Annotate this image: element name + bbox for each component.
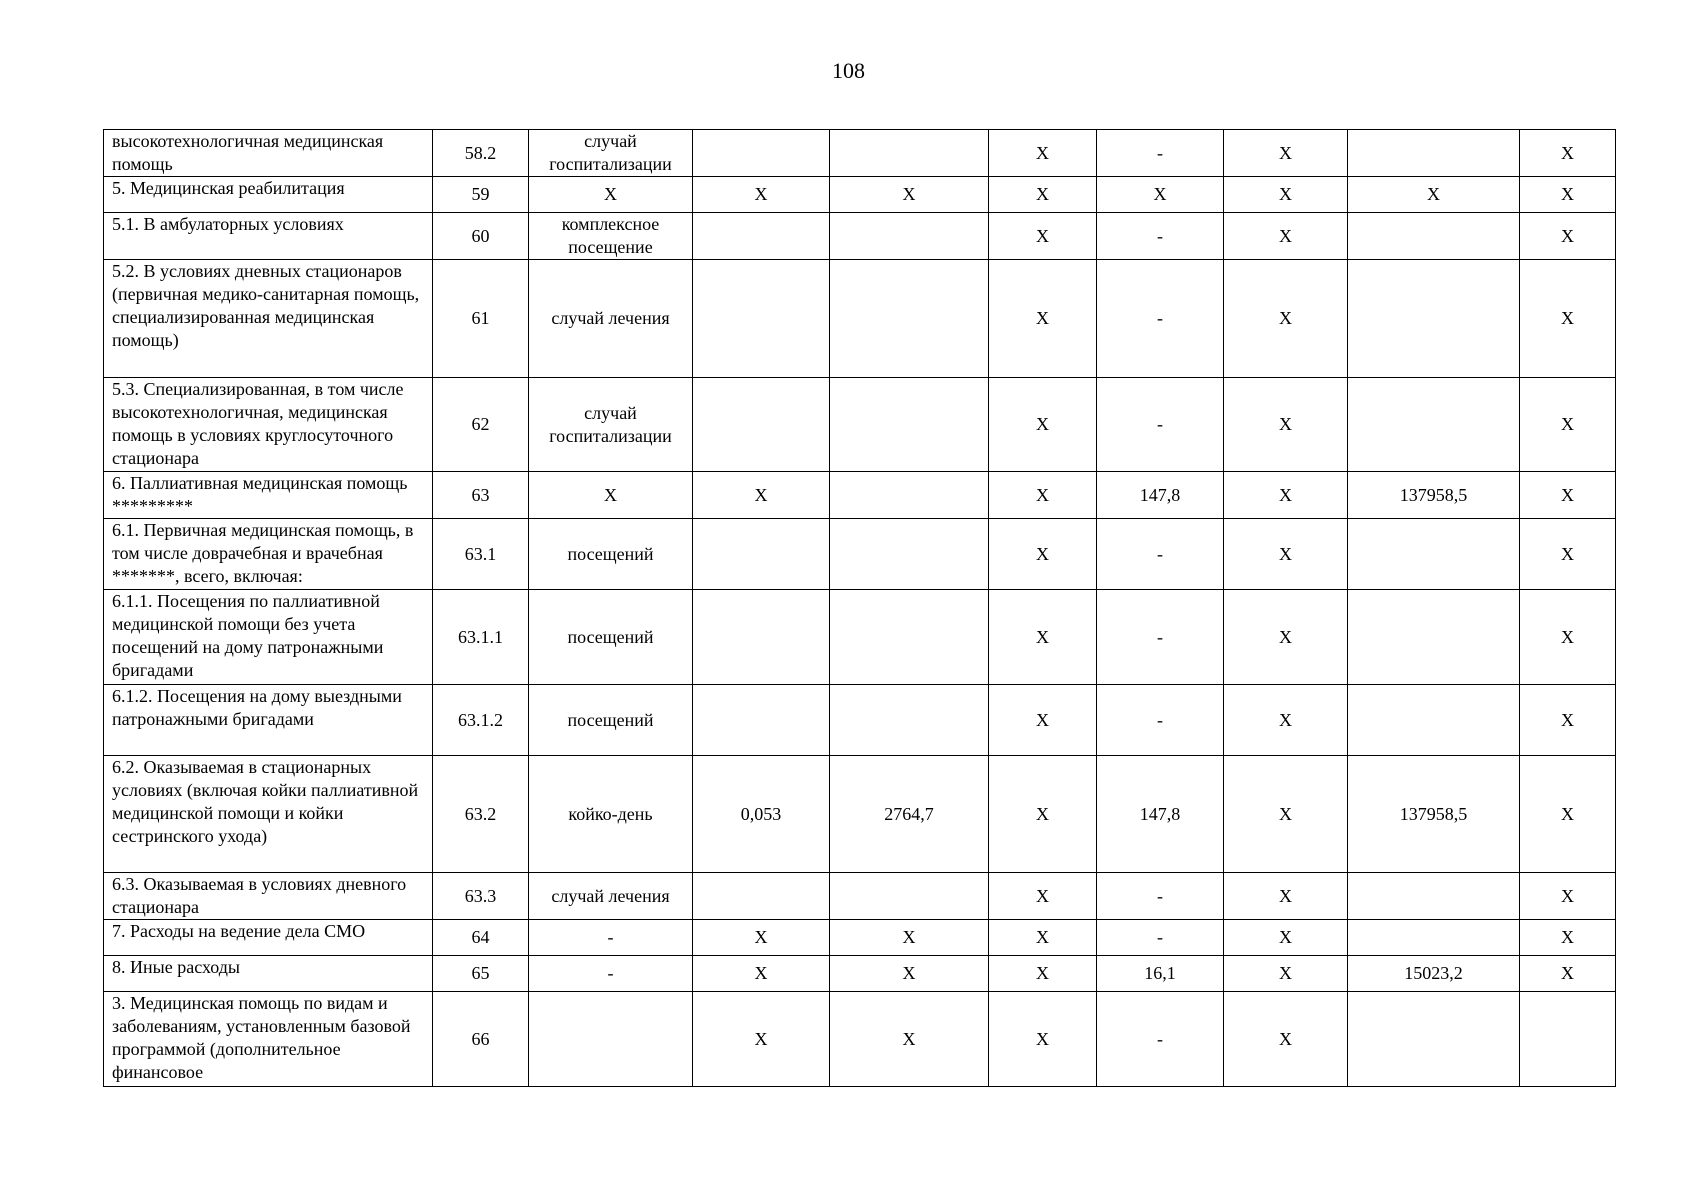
cell-text: - — [1157, 709, 1163, 730]
cell-text: X — [604, 184, 617, 204]
col10-cell — [1520, 956, 1616, 992]
col7-cell — [1097, 130, 1224, 177]
cell-text: X — [1561, 184, 1574, 204]
col9-cell — [1348, 378, 1520, 472]
unit-cell — [529, 956, 693, 992]
col6-cell — [989, 590, 1097, 685]
row-name-cell — [104, 130, 433, 177]
cell-text: 5.2. В условиях дневных стационаров (первичная медико-санитарная помощь, специализированная медицинская помощь) — [112, 261, 420, 350]
col6-cell — [989, 260, 1097, 378]
data-table — [103, 129, 1616, 1087]
cell-text: X — [1279, 484, 1292, 505]
row-number-cell — [433, 956, 529, 992]
cell-text: X — [1279, 308, 1292, 328]
cell-text: 63.1.1 — [458, 626, 503, 647]
col8-cell — [1224, 920, 1348, 956]
norm-volume-cell — [693, 519, 830, 590]
row-name-cell — [104, 590, 433, 685]
page-number: 108 — [832, 58, 865, 83]
norm-volume-cell — [693, 685, 830, 756]
table-row — [104, 590, 1616, 685]
unit-cell — [529, 992, 693, 1087]
cell-text: X — [1279, 709, 1292, 730]
norm-cost-cell — [830, 378, 989, 472]
cell-text: 15023,2 — [1404, 963, 1463, 983]
norm-cost-cell — [830, 130, 989, 177]
norm-volume-cell — [693, 213, 830, 260]
norm-cost-cell — [830, 177, 989, 213]
cell-text: X — [1036, 484, 1049, 505]
norm-volume-cell — [693, 992, 830, 1087]
norm-cost-cell — [830, 213, 989, 260]
col8-cell — [1224, 590, 1348, 685]
cell-text: 8. Иные расходы — [112, 957, 241, 977]
cell-text: 66 — [471, 1028, 490, 1049]
norm-cost-cell — [830, 956, 989, 992]
col10-cell — [1520, 177, 1616, 213]
norm-volume-cell — [693, 956, 830, 992]
row-name-cell — [104, 920, 433, 956]
row-number-cell — [433, 472, 529, 519]
cell-text: X — [1279, 927, 1292, 947]
row-number-cell — [433, 378, 529, 472]
cell-text: X — [1561, 927, 1574, 947]
cell-text: X — [1036, 308, 1049, 328]
norm-cost-cell — [830, 756, 989, 873]
table-row — [104, 130, 1616, 177]
col10-cell — [1520, 590, 1616, 685]
col8-cell — [1224, 519, 1348, 590]
cell-text: X — [1279, 885, 1292, 906]
cell-text: X — [1036, 803, 1049, 824]
row-name-cell — [104, 685, 433, 756]
cell-text: 0,053 — [740, 803, 782, 824]
cell-text: X — [1561, 414, 1574, 434]
cell-text: X — [1153, 184, 1167, 204]
table-body — [104, 130, 1616, 1087]
cell-text: X — [1036, 927, 1049, 947]
col9-cell — [1348, 213, 1520, 260]
col7-cell — [1097, 756, 1224, 873]
norm-volume-cell — [693, 177, 830, 213]
row-number-cell — [433, 519, 529, 590]
cell-text: - — [1157, 225, 1163, 246]
col10-cell — [1520, 873, 1616, 920]
cell-text: X — [1561, 225, 1574, 246]
cell-text: X — [1279, 142, 1292, 163]
unit-cell — [529, 213, 693, 260]
cell-text: X — [1561, 543, 1574, 564]
cell-text: X — [1036, 225, 1049, 246]
cell-text: 3. Медицинская помощь по видам и заболеваниям, установленным базовой программой (дополнительное финансовое — [112, 993, 411, 1082]
col8-cell — [1224, 130, 1348, 177]
cell-text: X — [1279, 626, 1292, 647]
cell-text: 6.2. Оказываемая в стационарных условиях (включая койки паллиативной медицинской помощи и койки сестринского ухода) — [112, 757, 419, 846]
row-number-cell — [433, 873, 529, 920]
cell-text: X — [754, 184, 768, 204]
row-name-cell — [104, 992, 433, 1087]
col10-cell — [1520, 920, 1616, 956]
col7-cell — [1097, 685, 1224, 756]
row-number-cell — [433, 260, 529, 378]
cell-text: X — [902, 927, 916, 947]
cell-text: X — [1561, 308, 1574, 328]
col8-cell — [1224, 992, 1348, 1087]
norm-cost-cell — [830, 590, 989, 685]
cell-text: посещений — [567, 709, 654, 730]
col7-cell — [1097, 177, 1224, 213]
col6-cell — [989, 685, 1097, 756]
row-number-cell — [433, 920, 529, 956]
unit-cell — [529, 378, 693, 472]
norm-volume-cell — [693, 472, 830, 519]
unit-cell — [529, 756, 693, 873]
row-number-cell — [433, 130, 529, 177]
cell-text: X — [1279, 184, 1292, 204]
cell-text: 5. Медицинская реабилитация — [112, 178, 345, 198]
cell-text: X — [1036, 414, 1049, 434]
table-row — [104, 685, 1616, 756]
unit-cell — [529, 519, 693, 590]
row-name-cell — [104, 378, 433, 472]
cell-text: случай лечения — [551, 308, 670, 328]
norm-cost-cell — [830, 260, 989, 378]
cell-text: - — [1157, 142, 1163, 163]
cell-text: X — [754, 484, 768, 505]
col9-cell — [1348, 956, 1520, 992]
cell-text: 2764,7 — [884, 803, 934, 824]
cell-text: X — [1561, 626, 1574, 647]
unit-cell — [529, 260, 693, 378]
cell-text: - — [1157, 543, 1163, 564]
norm-volume-cell — [693, 130, 830, 177]
cell-text: 65 — [471, 963, 490, 983]
cell-text: 147,8 — [1139, 484, 1181, 505]
cell-text: комплексное посещение — [561, 214, 660, 257]
col6-cell — [989, 956, 1097, 992]
cell-text: случай госпитализации — [549, 402, 672, 446]
cell-text: 16,1 — [1144, 963, 1176, 983]
col9-cell — [1348, 177, 1520, 213]
col6-cell — [989, 130, 1097, 177]
row-name-cell — [104, 519, 433, 590]
norm-cost-cell — [830, 920, 989, 956]
col10-cell — [1520, 756, 1616, 873]
col6-cell — [989, 472, 1097, 519]
cell-text: X — [1036, 1028, 1049, 1049]
cell-text: X — [1427, 184, 1440, 204]
col7-cell — [1097, 920, 1224, 956]
cell-text: 63.1 — [464, 543, 497, 564]
cell-text: 6.3. Оказываемая в условиях дневного стационара — [112, 874, 407, 917]
table-row — [104, 472, 1616, 519]
cell-text: X — [1561, 963, 1574, 983]
cell-text: 6.1.1. Посещения по паллиативной медицинской помощи без учета посещений на дому патронажными бригадами — [112, 591, 384, 680]
cell-text: 6.1. Первичная медицинская помощь, в том числе доврачебная и врачебная *******, всего, включая: — [112, 520, 414, 586]
cell-text: X — [1279, 1028, 1292, 1049]
cell-text: 63.1.2 — [458, 709, 503, 730]
col10-cell — [1520, 213, 1616, 260]
cell-text: X — [1561, 709, 1574, 730]
cell-text: посещений — [567, 626, 654, 647]
col7-cell — [1097, 519, 1224, 590]
table-row — [104, 956, 1616, 992]
cell-text: 137958,5 — [1399, 803, 1468, 824]
col8-cell — [1224, 177, 1348, 213]
cell-text: - — [607, 927, 614, 947]
cell-text: X — [1561, 142, 1574, 163]
cell-text: X — [604, 484, 617, 505]
col6-cell — [989, 519, 1097, 590]
col8-cell — [1224, 756, 1348, 873]
table-row — [104, 992, 1616, 1087]
col9-cell — [1348, 685, 1520, 756]
cell-text: X — [1561, 484, 1574, 505]
row-number-cell — [433, 177, 529, 213]
cell-text: X — [754, 963, 768, 983]
col10-cell — [1520, 519, 1616, 590]
cell-text: 5.1. В амбулаторных условиях — [112, 214, 344, 234]
col9-cell — [1348, 130, 1520, 177]
unit-cell — [529, 920, 693, 956]
col8-cell — [1224, 873, 1348, 920]
cell-text: - — [1157, 927, 1163, 947]
row-number-cell — [433, 992, 529, 1087]
row-name-cell — [104, 472, 433, 519]
cell-text: посещений — [567, 543, 654, 564]
cell-text: X — [1036, 885, 1049, 906]
unit-cell — [529, 590, 693, 685]
row-number-cell — [433, 213, 529, 260]
col8-cell — [1224, 472, 1348, 519]
cell-text: 137958,5 — [1399, 484, 1468, 505]
col6-cell — [989, 213, 1097, 260]
cell-text: X — [754, 927, 768, 947]
cell-text: 61 — [471, 308, 490, 328]
col9-cell — [1348, 472, 1520, 519]
col7-cell — [1097, 472, 1224, 519]
table-row — [104, 378, 1616, 472]
table-row — [104, 260, 1616, 378]
norm-volume-cell — [693, 920, 830, 956]
norm-cost-cell — [830, 519, 989, 590]
cell-text: 60 — [471, 225, 490, 246]
cell-text: X — [1036, 709, 1049, 730]
cell-text: случай госпитализации — [549, 131, 672, 174]
row-number-cell — [433, 590, 529, 685]
unit-cell — [529, 177, 693, 213]
cell-text: X — [1279, 543, 1292, 564]
cell-text: - — [1157, 308, 1163, 328]
cell-text: X — [1036, 184, 1049, 204]
col7-cell — [1097, 992, 1224, 1087]
row-name-cell — [104, 956, 433, 992]
col8-cell — [1224, 956, 1348, 992]
cell-text: 6.1.2. Посещения на дому выездными патронажными бригадами — [112, 686, 402, 729]
cell-text: X — [1279, 803, 1292, 824]
table-row — [104, 519, 1616, 590]
cell-text: X — [1036, 543, 1049, 564]
col9-cell — [1348, 590, 1520, 685]
col8-cell — [1224, 685, 1348, 756]
cell-text: X — [1279, 963, 1292, 983]
col6-cell — [989, 992, 1097, 1087]
row-name-cell — [104, 873, 433, 920]
col7-cell — [1097, 956, 1224, 992]
cell-text: X — [1279, 225, 1292, 246]
unit-cell — [529, 873, 693, 920]
cell-text: 63.2 — [464, 803, 497, 824]
cell-text: - — [1157, 885, 1163, 906]
col6-cell — [989, 756, 1097, 873]
col9-cell — [1348, 756, 1520, 873]
cell-text: X — [1561, 803, 1574, 824]
table-row — [104, 177, 1616, 213]
norm-volume-cell — [693, 756, 830, 873]
col9-cell — [1348, 992, 1520, 1087]
col6-cell — [989, 920, 1097, 956]
cell-text: X — [902, 1028, 916, 1049]
cell-text: 5.3. Специализированная, в том числе высокотехнологичная, медицинская помощь в условиях круглосуточного стационара — [112, 379, 404, 468]
cell-text: X — [1036, 142, 1049, 163]
col7-cell — [1097, 873, 1224, 920]
col7-cell — [1097, 378, 1224, 472]
row-name-cell — [104, 756, 433, 873]
unit-cell — [529, 472, 693, 519]
col7-cell — [1097, 590, 1224, 685]
col7-cell — [1097, 260, 1224, 378]
norm-volume-cell — [693, 873, 830, 920]
row-name-cell — [104, 260, 433, 378]
col7-cell — [1097, 213, 1224, 260]
unit-cell — [529, 685, 693, 756]
cell-text: 64 — [471, 927, 490, 947]
cell-text: койко-день — [568, 803, 653, 824]
col10-cell — [1520, 992, 1616, 1087]
row-name-cell — [104, 177, 433, 213]
table-row — [104, 920, 1616, 956]
col8-cell — [1224, 378, 1348, 472]
cell-text: 147,8 — [1139, 803, 1181, 824]
cell-text: X — [1561, 885, 1574, 906]
col10-cell — [1520, 472, 1616, 519]
cell-text: X — [1036, 626, 1049, 647]
table-row — [104, 213, 1616, 260]
col10-cell — [1520, 260, 1616, 378]
norm-cost-cell — [830, 992, 989, 1087]
cell-text: высокотехнологичная медицинская помощь — [112, 131, 384, 174]
norm-volume-cell — [693, 378, 830, 472]
table-row — [104, 756, 1616, 873]
row-number-cell — [433, 756, 529, 873]
col6-cell — [989, 177, 1097, 213]
cell-text: X — [1036, 963, 1049, 983]
cell-text: 63 — [471, 484, 490, 505]
row-name-cell — [104, 213, 433, 260]
cell-text: случай лечения — [551, 885, 670, 906]
norm-volume-cell — [693, 260, 830, 378]
unit-cell — [529, 130, 693, 177]
col9-cell — [1348, 260, 1520, 378]
cell-text: X — [754, 1028, 768, 1049]
col6-cell — [989, 378, 1097, 472]
cell-text: X — [902, 963, 916, 983]
col8-cell — [1224, 260, 1348, 378]
col9-cell — [1348, 519, 1520, 590]
norm-cost-cell — [830, 685, 989, 756]
col8-cell — [1224, 213, 1348, 260]
col9-cell — [1348, 920, 1520, 956]
cell-text: - — [607, 963, 614, 983]
col10-cell — [1520, 130, 1616, 177]
cell-text: 58.2 — [464, 142, 497, 163]
cell-text: - — [1157, 626, 1163, 647]
cell-text: X — [1279, 414, 1292, 434]
col6-cell — [989, 873, 1097, 920]
cell-text: - — [1157, 1028, 1163, 1049]
cell-text: - — [1157, 414, 1163, 434]
cell-text: 59 — [471, 184, 490, 204]
norm-cost-cell — [830, 873, 989, 920]
cell-text: 6. Паллиативная медицинская помощь ********* — [112, 473, 408, 516]
row-number-cell — [433, 685, 529, 756]
cell-text: X — [902, 184, 916, 204]
table-row — [104, 873, 1616, 920]
col9-cell — [1348, 873, 1520, 920]
col10-cell — [1520, 378, 1616, 472]
col10-cell — [1520, 685, 1616, 756]
cell-text: 7. Расходы на ведение дела СМО — [112, 921, 366, 941]
norm-volume-cell — [693, 590, 830, 685]
norm-cost-cell — [830, 472, 989, 519]
cell-text: 63.3 — [464, 885, 497, 906]
cell-text: 62 — [471, 414, 490, 434]
